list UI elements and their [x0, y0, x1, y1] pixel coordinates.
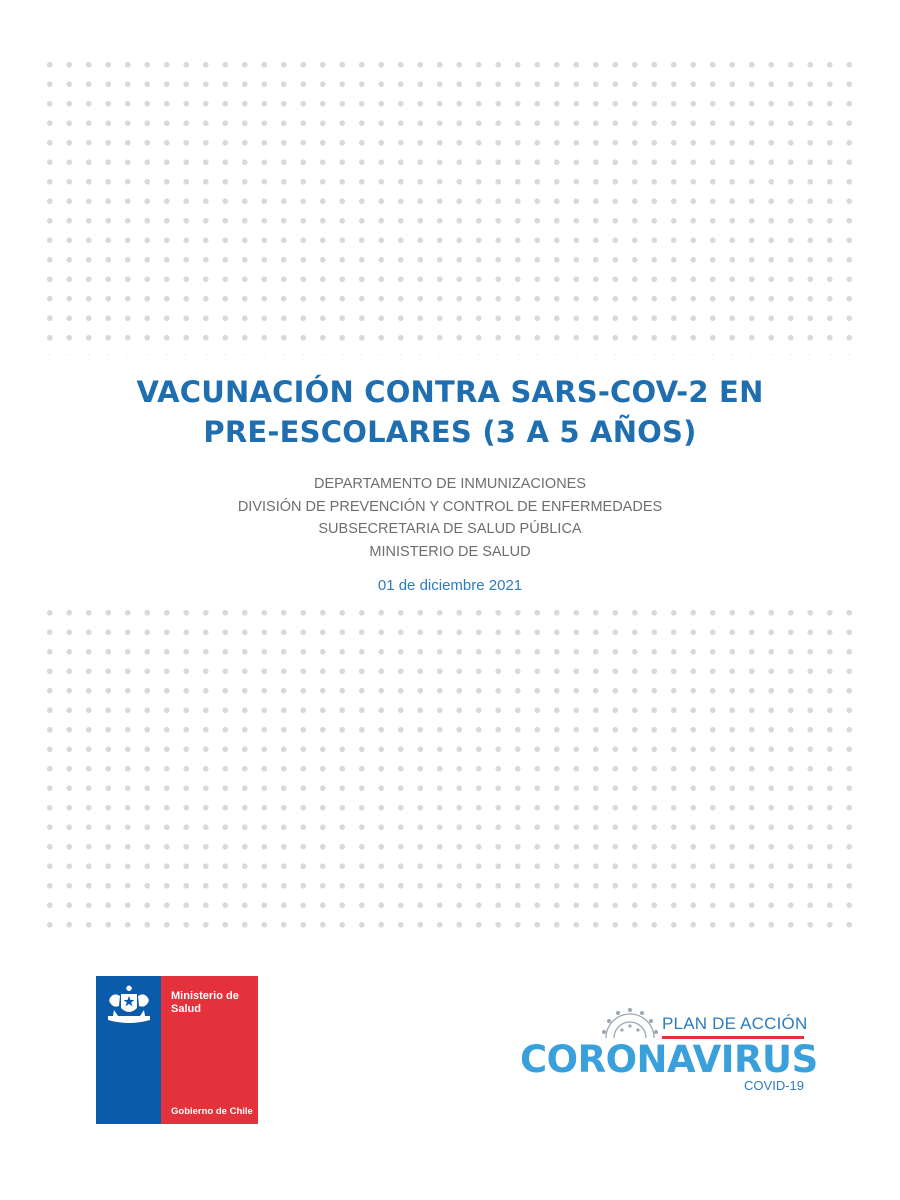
plan-de-accion-logo [518, 1002, 818, 1102]
division-name: DIVISIÓN DE PREVENCIÓN Y CONTROL DE ENFERMEDADES [237, 498, 663, 515]
document-title [0, 372, 900, 452]
plan-de-accion-text: PLAN DE ACCIÓN [662, 1014, 808, 1033]
document-date: 01 de diciembre 2021 [377, 577, 523, 594]
government-label: Gobierno de Chile [171, 1106, 253, 1117]
ministry-logo-line-1: Ministerio de [171, 990, 239, 1002]
coat-of-arms-icon [102, 982, 156, 1028]
dot-pattern-bottom [40, 603, 860, 928]
title-line-1: VACUNACIÓN CONTRA SARS-COV-2 EN [136, 375, 764, 409]
covid-label: COVID-19 [744, 1078, 804, 1093]
ministry-logo-line-2: Salud [171, 1003, 201, 1015]
ministry-name: MINISTERIO DE SALUD [369, 543, 531, 560]
coronavirus-wordmark: CORONAVIRUS [520, 1038, 818, 1081]
subsecretaria-name: SUBSECRETARIA DE SALUD PÚBLICA [318, 521, 582, 537]
virus-icon [600, 1006, 660, 1040]
ministry-logo [96, 976, 258, 1124]
issuing-bodies [0, 473, 900, 563]
title-line-2: PRE-ESCOLARES (3 A 5 AÑOS) [203, 415, 697, 449]
dot-pattern-top [40, 55, 860, 355]
department-name: DEPARTAMENTO DE INMUNIZACIONES [313, 476, 587, 492]
